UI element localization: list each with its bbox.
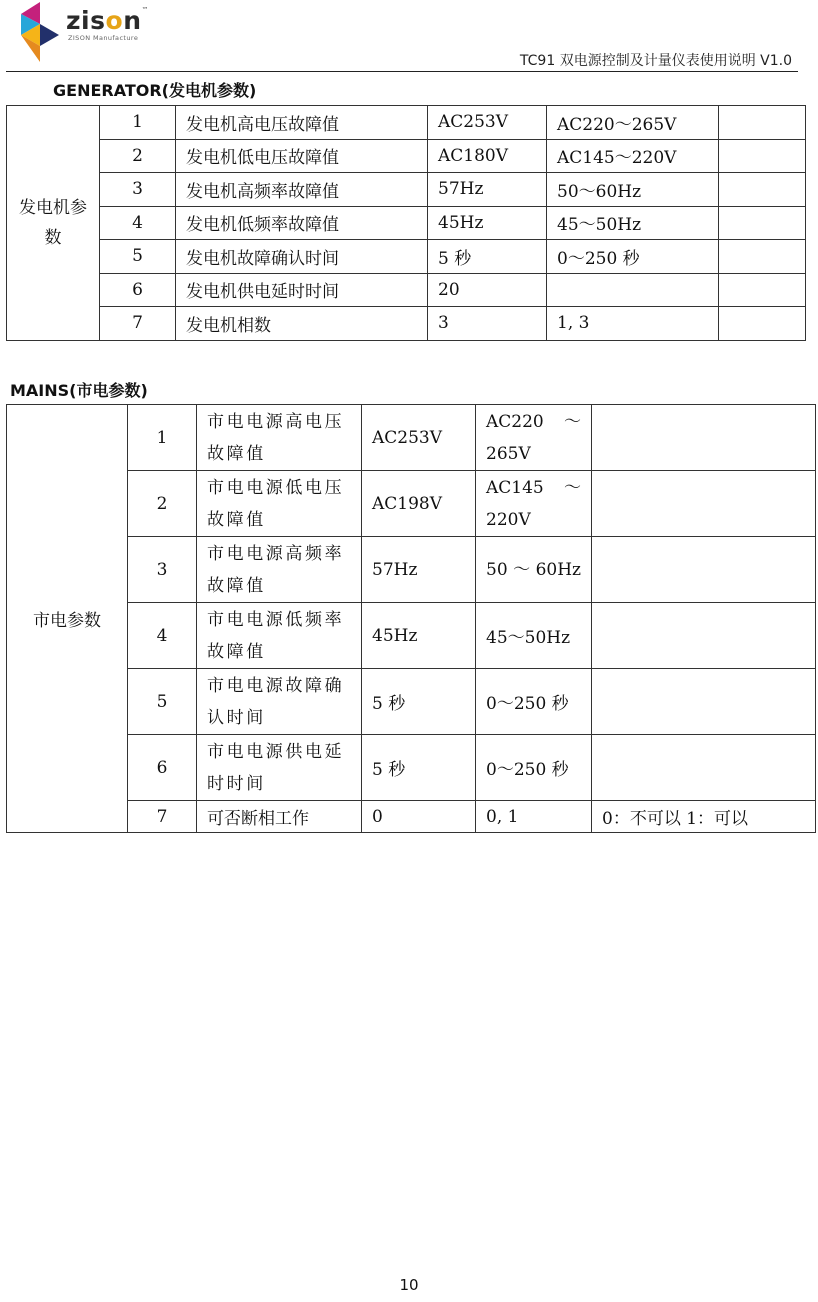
param-default: 45Hz xyxy=(362,603,476,669)
param-note xyxy=(592,405,816,471)
param-default: 57Hz xyxy=(362,537,476,603)
param-number: 6 xyxy=(128,735,197,801)
param-number: 1 xyxy=(100,106,176,140)
mains-section-title: MAINS(市电参数) xyxy=(10,381,148,400)
param-name: 发电机供电延时时间 xyxy=(176,273,428,307)
generator-section-title: GENERATOR(发电机参数) xyxy=(53,81,257,100)
generator-category-cell: 发电机参数 xyxy=(7,106,100,341)
page-number: 10 xyxy=(399,1276,419,1294)
param-range: AC145～220V xyxy=(547,139,719,173)
param-range: 0～250 秒 xyxy=(476,669,592,735)
param-number: 2 xyxy=(128,471,197,537)
table-row xyxy=(7,603,816,669)
table-row xyxy=(7,405,816,471)
param-note xyxy=(719,106,806,140)
param-number: 7 xyxy=(100,307,176,341)
zison-logo-icon xyxy=(20,2,60,62)
table-row xyxy=(7,139,806,173)
param-number: 1 xyxy=(128,405,197,471)
param-range: 50 ～ 60Hz xyxy=(476,537,592,603)
param-range: 50～60Hz xyxy=(547,173,719,207)
table-row xyxy=(7,735,816,801)
table-row xyxy=(7,173,806,207)
param-number: 5 xyxy=(100,240,176,274)
logo-navy-facet xyxy=(40,24,59,46)
table-row xyxy=(7,273,806,307)
param-number: 5 xyxy=(128,669,197,735)
param-number: 4 xyxy=(100,206,176,240)
table-row xyxy=(7,537,816,603)
param-name: 可否断相工作 xyxy=(197,801,362,833)
param-note xyxy=(719,240,806,274)
param-note xyxy=(719,173,806,207)
param-default: 0 xyxy=(362,801,476,833)
mains-parameter-table xyxy=(6,404,816,833)
param-default: AC253V xyxy=(362,405,476,471)
param-name: 市电电源故障确认时间 xyxy=(197,669,362,735)
param-default: 45Hz xyxy=(428,206,547,240)
param-name: 市电电源高频率故障值 xyxy=(197,537,362,603)
param-name: 发电机相数 xyxy=(176,307,428,341)
param-range: 45～50Hz xyxy=(547,206,719,240)
generator-parameter-table xyxy=(6,105,806,341)
param-name: 市电电源高电压故障值 xyxy=(197,405,362,471)
table-row xyxy=(7,106,806,140)
param-name: 市电电源供电延时时间 xyxy=(197,735,362,801)
param-range: 0～250 秒 xyxy=(476,735,592,801)
param-default: 20 xyxy=(428,273,547,307)
param-number: 3 xyxy=(128,537,197,603)
param-note xyxy=(719,273,806,307)
table-row xyxy=(7,669,816,735)
param-note xyxy=(719,139,806,173)
param-name: 发电机低电压故障值 xyxy=(176,139,428,173)
param-range xyxy=(547,273,719,307)
param-note xyxy=(592,471,816,537)
param-default: AC198V xyxy=(362,471,476,537)
param-number: 4 xyxy=(128,603,197,669)
param-default: AC180V xyxy=(428,139,547,173)
param-note xyxy=(719,206,806,240)
param-number: 3 xyxy=(100,173,176,207)
param-number: 7 xyxy=(128,801,197,833)
param-number: 2 xyxy=(100,139,176,173)
brand-tagline: ZISON Manufacture xyxy=(68,34,139,42)
param-name: 发电机故障确认时间 xyxy=(176,240,428,274)
param-note xyxy=(592,735,816,801)
param-range: 1, 3 xyxy=(547,307,719,341)
param-range: 0～250 秒 xyxy=(547,240,719,274)
document-title: TC91 双电源控制及计量仪表使用说明 V1.0 xyxy=(519,53,792,69)
table-row xyxy=(7,801,816,833)
param-default: AC253V xyxy=(428,106,547,140)
param-note xyxy=(592,537,816,603)
param-name: 市电电源低电压故障值 xyxy=(197,471,362,537)
header-divider xyxy=(6,71,798,72)
param-range: AC220～265V xyxy=(547,106,719,140)
table-row xyxy=(7,206,806,240)
param-note xyxy=(719,307,806,341)
brand-name: zison™ xyxy=(66,6,150,35)
table-row xyxy=(7,240,806,274)
param-default: 5 秒 xyxy=(428,240,547,274)
param-note xyxy=(592,603,816,669)
param-name: 发电机高频率故障值 xyxy=(176,173,428,207)
mains-category-cell: 市电参数 xyxy=(7,405,128,833)
param-name: 发电机低频率故障值 xyxy=(176,206,428,240)
param-default: 3 xyxy=(428,307,547,341)
param-range: AC145 ～ 220V xyxy=(476,471,592,537)
param-number: 6 xyxy=(100,273,176,307)
param-default: 5 秒 xyxy=(362,669,476,735)
param-range: AC220 ～ 265V xyxy=(476,405,592,471)
param-name: 市电电源低频率故障值 xyxy=(197,603,362,669)
param-default: 57Hz xyxy=(428,173,547,207)
param-note: 0：不可以 1：可以 xyxy=(592,801,816,833)
table-row xyxy=(7,307,806,341)
param-name: 发电机高电压故障值 xyxy=(176,106,428,140)
param-default: 5 秒 xyxy=(362,735,476,801)
param-note xyxy=(592,669,816,735)
param-range: 0, 1 xyxy=(476,801,592,833)
table-row xyxy=(7,471,816,537)
param-range: 45～50Hz xyxy=(476,603,592,669)
